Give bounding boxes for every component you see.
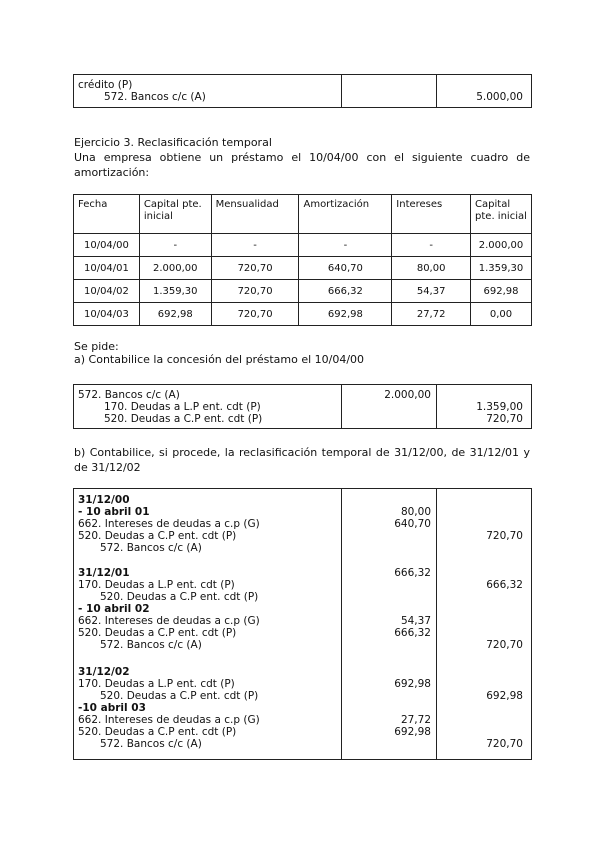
- debit-amount: 640,70: [394, 518, 431, 530]
- journal-entries-b: [73, 488, 532, 760]
- credit-amount: 720,70: [486, 738, 523, 750]
- table-cell: 720,70: [211, 303, 299, 326]
- table-cell: 692,98: [299, 303, 392, 326]
- debit-amount: 692,98: [394, 726, 431, 738]
- question-b: b) Contabilice, si procede, la reclasificación temporal de 31/12/00, de 31/12/01 y de 31/12/02: [74, 446, 530, 474]
- table-cell: 640,70: [299, 257, 392, 280]
- table-cell: 1.359,30: [139, 280, 211, 303]
- column-header: Intereses: [392, 195, 471, 234]
- table-row: [74, 234, 532, 257]
- table-cell: -: [139, 234, 211, 257]
- table-cell: 10/04/02: [74, 280, 140, 303]
- entry-line: 520. Deudas a C.P ent. cdt (P): [78, 726, 237, 738]
- entry-date: 31/12/00: [78, 494, 130, 506]
- entry-subdate: -10 abril 03: [78, 702, 146, 714]
- entry-line: 170. Deudas a L.P ent. cdt (P): [104, 401, 261, 413]
- entry-line: 662. Intereses de deudas a c.p (G): [78, 615, 260, 627]
- entry-line: 572. Bancos c/c (A): [104, 91, 206, 103]
- entry-line: 520. Deudas a C.P ent. cdt (P): [100, 591, 259, 603]
- column-header: Capital pte. inicial: [139, 195, 211, 234]
- debit-amount: 27,72: [400, 714, 431, 726]
- table-cell: 2.000,00: [471, 234, 532, 257]
- table-cell: 692,98: [471, 280, 532, 303]
- table-cell: 80,00: [392, 257, 471, 280]
- debit-amount: 692,98: [394, 678, 431, 690]
- table-cell: -: [392, 234, 471, 257]
- column-header: Mensualidad: [211, 195, 299, 234]
- entry-line: 520. Deudas a C.P ent. cdt (P): [78, 530, 237, 542]
- debit-amount: 666,32: [394, 627, 431, 639]
- table-cell: -: [211, 234, 299, 257]
- table-row: [74, 280, 532, 303]
- entry-line: 170. Deudas a L.P ent. cdt (P): [78, 678, 235, 690]
- entry-subdate: - 10 abril 01: [78, 506, 150, 518]
- table-cell: 10/04/01: [74, 257, 140, 280]
- entry-date: 31/12/02: [78, 666, 130, 678]
- debit-amount: 2.000,00: [384, 389, 431, 401]
- entry-line: 572. Bancos c/c (A): [100, 738, 202, 750]
- column-header: Capital pte. inicial: [471, 195, 532, 234]
- journal-entry-a: [73, 384, 532, 429]
- table-cell: 10/04/00: [74, 234, 140, 257]
- se-pide-label: Se pide:: [74, 340, 119, 353]
- credit-amount: 720,70: [486, 413, 523, 425]
- entry-line: 520. Deudas a C.P ent. cdt (P): [78, 627, 237, 639]
- column-header: Amortización: [299, 195, 392, 234]
- exercise-title: Ejercicio 3. Reclasificación temporal: [74, 136, 272, 149]
- credit-amount: 720,70: [486, 639, 523, 651]
- entry-line: 572. Bancos c/c (A): [78, 389, 180, 401]
- table-cell: 54,37: [392, 280, 471, 303]
- entry-line: 662. Intereses de deudas a c.p (G): [78, 714, 260, 726]
- credit-amount: 720,70: [486, 530, 523, 542]
- table-cell: 720,70: [211, 280, 299, 303]
- table-cell: 666,32: [299, 280, 392, 303]
- table-cell: 1.359,30: [471, 257, 532, 280]
- debit-amount: 80,00: [400, 506, 431, 518]
- entry-line: crédito (P): [78, 79, 133, 91]
- table-row: [74, 257, 532, 280]
- debit-amount: 666,32: [394, 567, 431, 579]
- entry-line: 520. Deudas a C.P ent. cdt (P): [100, 690, 259, 702]
- entry-line: 662. Intereses de deudas a c.p (G): [78, 518, 260, 530]
- entry-subdate: - 10 abril 02: [78, 603, 150, 615]
- credit-amount: 1.359,00: [476, 401, 523, 413]
- table-cell: 692,98: [139, 303, 211, 326]
- table-cell: 720,70: [211, 257, 299, 280]
- table-cell: 0,00: [471, 303, 532, 326]
- table-cell: -: [299, 234, 392, 257]
- exercise-intro: Una empresa obtiene un préstamo el 10/04/00 con el siguiente cuadro de amortización:: [74, 151, 530, 179]
- entry-line: 170. Deudas a L.P ent. cdt (P): [78, 579, 235, 591]
- table-cell: 2.000,00: [139, 257, 211, 280]
- credit-amount: 692,98: [486, 690, 523, 702]
- credit-amount: 5.000,00: [476, 91, 523, 103]
- credit-amount: 666,32: [486, 579, 523, 591]
- entry-line: 572. Bancos c/c (A): [100, 542, 202, 554]
- column-header: Fecha: [74, 195, 140, 234]
- entry-date: 31/12/01: [78, 567, 130, 579]
- table-cell: 27,72: [392, 303, 471, 326]
- table-row: [74, 303, 532, 326]
- question-a: a) Contabilice la concesión del préstamo el 10/04/00: [74, 353, 365, 366]
- table-header-row: [74, 195, 532, 234]
- table-cell: 10/04/03: [74, 303, 140, 326]
- debit-amount: 54,37: [400, 615, 431, 627]
- top-entry-box: [73, 74, 532, 108]
- entry-line: 520. Deudas a C.P ent. cdt (P): [104, 413, 263, 425]
- entry-line: 572. Bancos c/c (A): [100, 639, 202, 651]
- amortization-table: [73, 194, 532, 326]
